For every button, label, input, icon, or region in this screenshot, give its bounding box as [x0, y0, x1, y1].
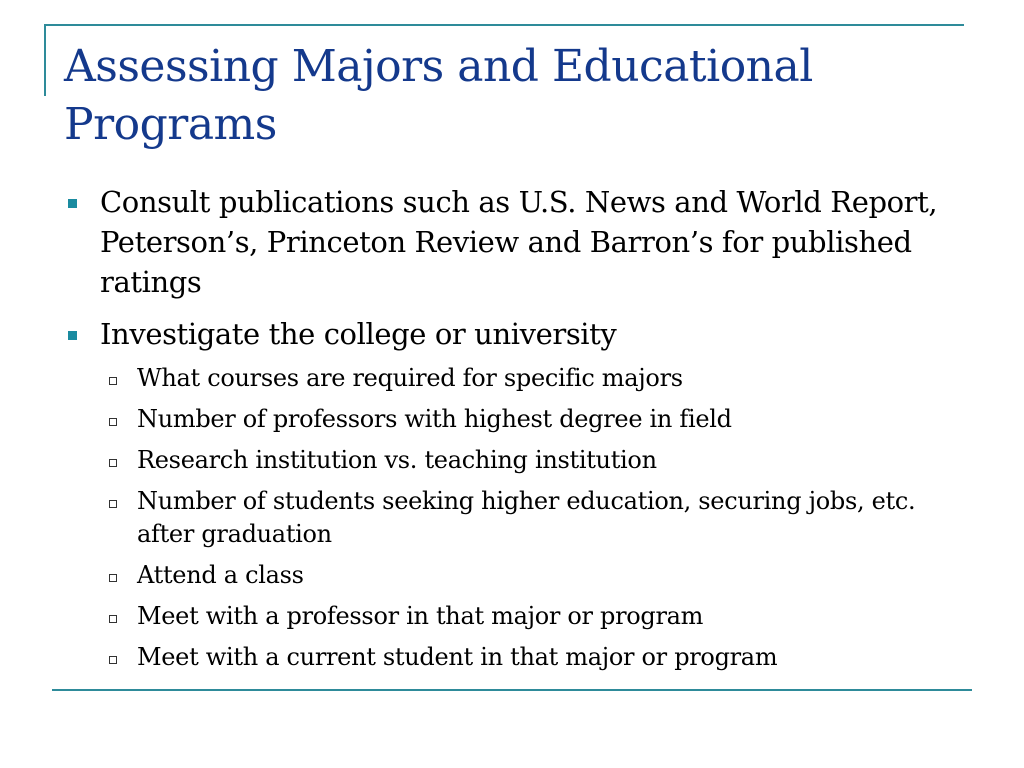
sub-bullet-item [64, 403, 964, 436]
bullet-text: Consult publications such as U.S. News and World Report, Peterson’s, Princeton Review and Barron’s for published ratings [100, 185, 938, 299]
slide-body [64, 182, 964, 682]
hollow-square-bullet-icon [109, 377, 117, 385]
hollow-square-bullet-icon [109, 574, 117, 582]
sub-bullet-text: Number of students seeking higher education, securing jobs, etc. after graduation [137, 487, 916, 548]
filled-square-bullet-icon [68, 331, 77, 340]
sub-bullet-text: Attend a class [137, 561, 304, 589]
frame-left-rule [44, 24, 46, 96]
filled-square-bullet-icon [68, 199, 77, 208]
hollow-square-bullet-icon [109, 418, 117, 426]
sub-bullet-text: Number of professors with highest degree in field [137, 405, 732, 433]
frame-top-rule [44, 24, 964, 26]
sub-bullet-item [64, 600, 964, 633]
hollow-square-bullet-icon [109, 656, 117, 664]
sub-bullet-item [64, 444, 964, 477]
bullet-text: Investigate the college or university [100, 317, 617, 351]
sub-bullet-text: Meet with a professor in that major or program [137, 602, 704, 630]
hollow-square-bullet-icon [109, 615, 117, 623]
sub-bullet-text: Research institution vs. teaching institution [137, 446, 657, 474]
hollow-square-bullet-icon [109, 459, 117, 467]
sub-bullet-text: Meet with a current student in that major or program [137, 643, 778, 671]
sub-bullet-text: What courses are required for specific majors [137, 364, 683, 392]
sub-bullet-item [64, 362, 964, 395]
frame-bottom-rule [52, 689, 972, 691]
sub-bullet-item [64, 485, 964, 551]
bullet-item [64, 182, 964, 302]
bullet-item [64, 314, 964, 354]
sub-bullet-list [64, 362, 964, 674]
sub-bullet-item [64, 559, 964, 592]
hollow-square-bullet-icon [109, 500, 117, 508]
slide-title: Assessing Majors and Educational Programs [64, 41, 813, 150]
sub-bullet-item [64, 641, 964, 674]
